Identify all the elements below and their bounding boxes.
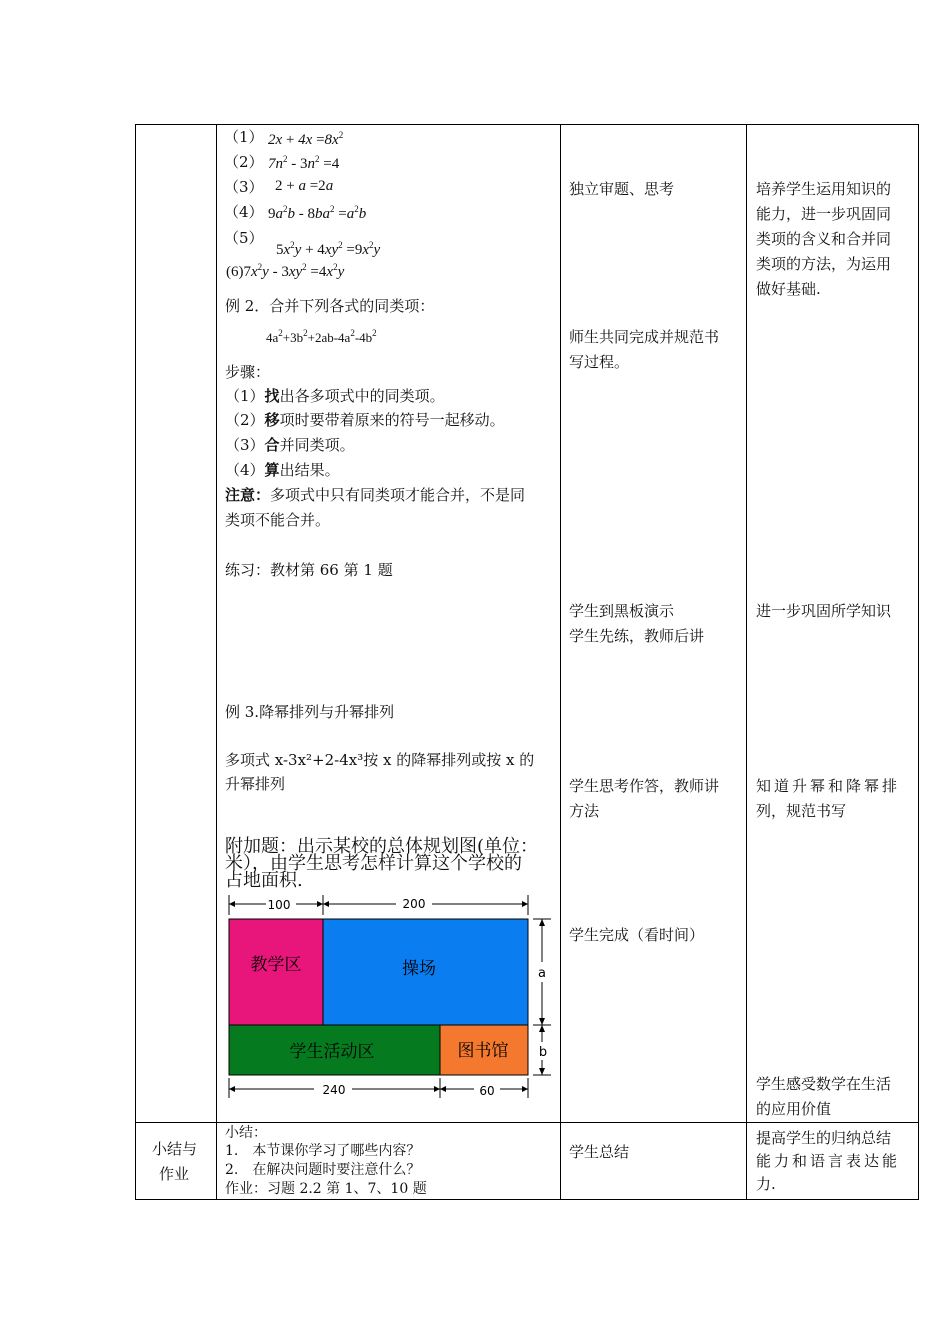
dim-bottom-right: 60 bbox=[479, 1084, 495, 1098]
exercise-expr: $5x^2y + 4xy^2 =9x^2y$ bbox=[276, 240, 381, 258]
table-bottom-border bbox=[135, 1199, 919, 1200]
zone-teaching-label: 教学区 bbox=[250, 955, 302, 975]
table-top-border bbox=[135, 124, 919, 125]
exercise-num: （1） bbox=[224, 128, 264, 146]
bonus-line: 米），由学生思考怎样计算这个学校的 bbox=[225, 853, 522, 874]
dim-top-right: 200 bbox=[402, 897, 426, 911]
step-item: （3）合并同类项。 bbox=[225, 436, 355, 454]
table-col-divider-2 bbox=[560, 124, 561, 1200]
practice-text: 练习：教材第 66 第 1 题 bbox=[225, 561, 393, 579]
note: 注意：多项式中只有同类项才能合并，不是同 bbox=[225, 486, 526, 504]
steps-title: 步骤： bbox=[225, 363, 271, 381]
bonus-problem bbox=[225, 838, 555, 889]
design-intent-summary: 能力和语言表达能 bbox=[756, 1152, 901, 1170]
example2-expression: $4a^2+3b^2+2ab-4a^2-4b^2$ bbox=[266, 328, 377, 345]
note-continued: 类项不能合并。 bbox=[225, 511, 331, 529]
example3-title: 例 3.降幂排列与升幂排列 bbox=[225, 703, 395, 721]
student-activity: 学生思考作答，教师讲 bbox=[569, 777, 720, 795]
student-summary: 学生总结 bbox=[569, 1143, 630, 1161]
summary-item: 2. 在解决问题时要注意什么？ bbox=[225, 1162, 421, 1178]
dim-bottom-left: 240 bbox=[322, 1083, 346, 1097]
step-item: （2）移项时要带着原来的符号一起移动。 bbox=[225, 411, 505, 429]
student-activity: 独立审题、思考 bbox=[569, 180, 675, 198]
bonus-line: 占地面积. bbox=[225, 870, 303, 891]
design-intent: 列，规范书写 bbox=[756, 802, 847, 820]
zone-playground-label: 操场 bbox=[402, 959, 436, 979]
bonus-line: 附加题：出示某校的总体规划图(单位： bbox=[225, 836, 539, 857]
exercise-expr: $7n^2 - 3n^2 =4$ bbox=[268, 154, 340, 172]
example2-title: 例 2．合并下列各式的同类项： bbox=[225, 297, 435, 315]
homework-text: 作业：习题 2.2 第 1、7、10 题 bbox=[225, 1181, 427, 1197]
table-row-divider bbox=[135, 1122, 919, 1123]
row-label: 小结与 bbox=[152, 1140, 198, 1158]
design-intent: 类项的含义和合并同 bbox=[756, 230, 892, 248]
example3-line: 升幂排列 bbox=[225, 775, 286, 793]
student-activity: 写过程。 bbox=[569, 353, 630, 371]
design-intent: 的应用价值 bbox=[756, 1100, 832, 1118]
exercise-expr: $2x + 4x =8x^2$ bbox=[268, 130, 344, 148]
design-intent-summary: 力. bbox=[756, 1175, 776, 1193]
zone-activity-label: 学生活动区 bbox=[289, 1042, 375, 1062]
dim-b: b bbox=[538, 1045, 548, 1060]
exercise-num: （4） bbox=[224, 203, 264, 221]
exercise-num: （5） bbox=[224, 229, 264, 247]
design-intent: 知道升幂和降幂排 bbox=[756, 777, 901, 795]
summary-item: 1. 本节课你学习了哪些内容？ bbox=[225, 1143, 421, 1159]
design-intent: 进一步巩固所学知识 bbox=[756, 602, 892, 620]
table-col-divider-3 bbox=[746, 124, 747, 1200]
exercise-expr: $(6)7x^2y - 3xy^2 =4x^2y$ bbox=[226, 262, 345, 280]
school-plan-diagram bbox=[224, 890, 560, 1108]
zone-library-label: 图书馆 bbox=[457, 1041, 509, 1061]
design-intent: 能力，进一步巩固同 bbox=[756, 205, 892, 223]
summary-title: 小结： bbox=[225, 1125, 267, 1141]
student-activity: 方法 bbox=[569, 802, 600, 820]
exercise-expr: 2 + a =2a bbox=[275, 178, 334, 194]
student-activity: 学生先练，教师后讲 bbox=[569, 627, 705, 645]
step-item: （1）找出各多项式中的同类项。 bbox=[225, 387, 445, 405]
dim-top-left: 100 bbox=[267, 898, 291, 912]
design-intent: 做好基础. bbox=[756, 280, 821, 298]
table-col-divider-1 bbox=[216, 124, 217, 1200]
design-intent: 培养学生运用知识的 bbox=[756, 180, 892, 198]
exercise-num: （2） bbox=[224, 153, 264, 171]
table-left-border bbox=[135, 124, 136, 1200]
step-item: （4）算出结果。 bbox=[225, 461, 340, 479]
student-activity: 师生共同完成并规范书 bbox=[569, 328, 720, 346]
exercise-expr: $9a^2b - 8ba^2 =a^2b$ bbox=[268, 204, 367, 222]
example3-line: 多项式 x-3x²+2-4x³按 x 的降幂排列或按 x 的 bbox=[225, 751, 535, 769]
table-right-border bbox=[918, 124, 919, 1200]
design-intent: 学生感受数学在生活 bbox=[756, 1075, 892, 1093]
dim-a: a bbox=[538, 966, 546, 981]
design-intent: 类项的方法，为运用 bbox=[756, 255, 892, 273]
design-intent-summary: 提高学生的归纳总结 bbox=[756, 1129, 892, 1147]
student-activity: 学生到黑板演示 bbox=[569, 602, 675, 620]
student-activity: 学生完成（看时间） bbox=[569, 926, 705, 944]
exercise-num: （3） bbox=[224, 178, 264, 196]
row-label: 作业 bbox=[159, 1165, 190, 1183]
